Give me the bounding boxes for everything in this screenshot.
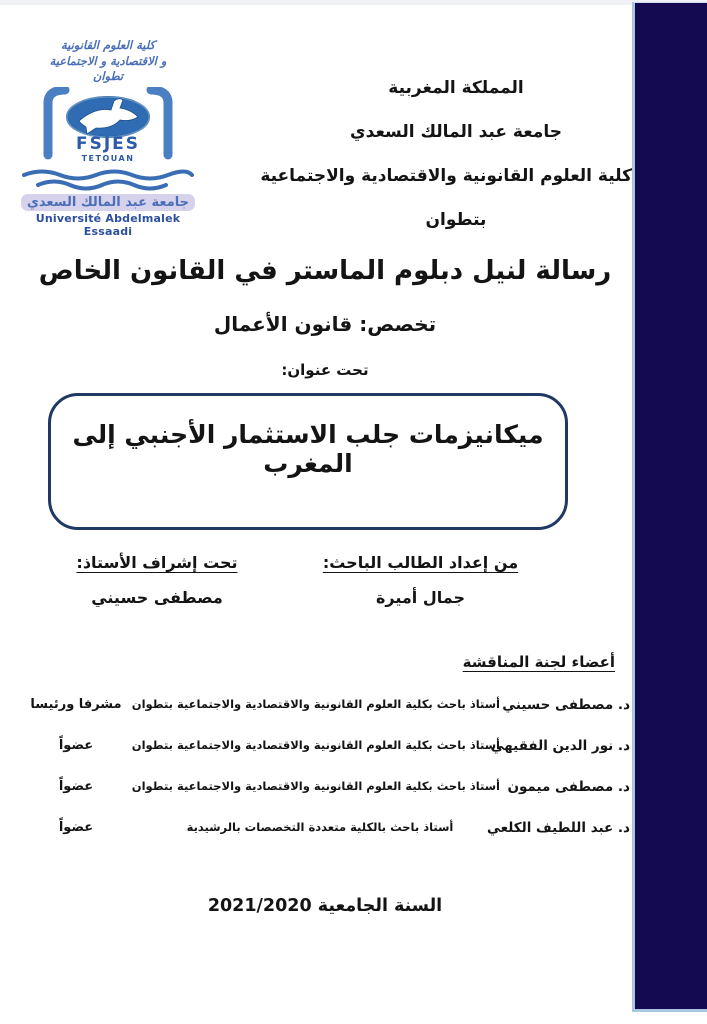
page-top-edge	[0, 0, 707, 5]
waves-icon	[20, 167, 196, 191]
faculty-script-line3: تطوان	[92, 69, 124, 84]
committee-member-affiliation: أستاذ باحث بكلية العلوم القانونية والاقتصادية والاجتماعية بتطوان	[131, 697, 500, 711]
committee-member-affiliation: أستاذ باحث بكلية العلوم القانونية والاقتصادية والاجتماعية بتطوان	[131, 738, 500, 752]
committee-row	[0, 820, 707, 844]
committee-member-role: عضواً	[58, 738, 94, 753]
student-label: من إعداد الطالب الباحث:	[322, 553, 519, 572]
degree-statement: رسالة لنيل دبلوم الماستر في القانون الخاص	[38, 256, 612, 286]
student-block	[318, 553, 523, 607]
specialty-statement: تخصص: قانون الأعمال	[213, 312, 437, 336]
committee-member-role: عضواً	[58, 779, 94, 794]
academic-year: السنة الجامعية 2021/2020	[207, 896, 443, 916]
tetouan-city-text: TETOUAN	[81, 153, 135, 163]
thesis-title-box	[48, 393, 568, 530]
committee-member-name: د. مصطفى حسيني	[502, 697, 630, 713]
committee-member-role: عضواً	[58, 820, 94, 835]
faculty-script-line2: و الاقتصادية و الاجتماعية	[49, 53, 167, 68]
university-latin-name: Université Abdelmalek Essaadi	[35, 211, 181, 238]
committee-member-affiliation: أستاذ باحث بكلية العلوم القانونية والاقتصادية والاجتماعية بتطوان	[131, 779, 500, 793]
student-name: جمال أميرة	[375, 588, 466, 607]
committee-member-name: د. نور الدين الفقيهي	[490, 738, 630, 754]
fsjes-acronym-text: FSJES	[75, 133, 141, 154]
committee-heading: أعضاء لجنة المناقشة	[462, 653, 615, 671]
under-title-label: تحت عنوان:	[281, 361, 369, 379]
committee-member-affiliation: أستاذ باحث بالكلية متعددة التخصصات بالرشيدية	[186, 820, 454, 834]
supervisor-block	[52, 553, 262, 607]
kingdom-line: المملكة المغربية	[388, 78, 524, 98]
decorative-side-bar	[632, 2, 707, 1012]
committee-row	[0, 697, 707, 721]
committee-member-name: د. عبد اللطيف الكلعي	[487, 820, 630, 836]
supervisor-label: تحت إشراف الأستاذ:	[76, 553, 238, 572]
dove-globe-emblem-icon	[13, 87, 203, 167]
committee-row	[0, 738, 707, 762]
faculty-script-line1: كلية العلوم القانونية	[60, 38, 156, 52]
official-header	[260, 66, 632, 242]
university-line: جامعة عبد المالك السعدي	[350, 122, 562, 142]
committee-member-name: د. مصطفى ميمون	[507, 779, 630, 795]
city-line: بتطوان	[425, 210, 487, 230]
committee-row	[0, 779, 707, 803]
committee-member-role: مشرفا ورئيسا	[30, 697, 122, 712]
faculty-line: كلية العلوم القانونية والاقتصادية والاجتماعية	[260, 166, 632, 186]
university-arabic-name: جامعة عبد المالك السعدي	[26, 194, 190, 210]
university-logo	[12, 38, 204, 238]
university-arabic-name-band	[21, 194, 195, 211]
supervisor-name: مصطفى حسيني	[91, 588, 223, 607]
thesis-title: ميكانيزمات جلب الاستثمار الأجنبي إلى المغرب	[72, 420, 544, 478]
faculty-arabic-script	[12, 38, 204, 85]
